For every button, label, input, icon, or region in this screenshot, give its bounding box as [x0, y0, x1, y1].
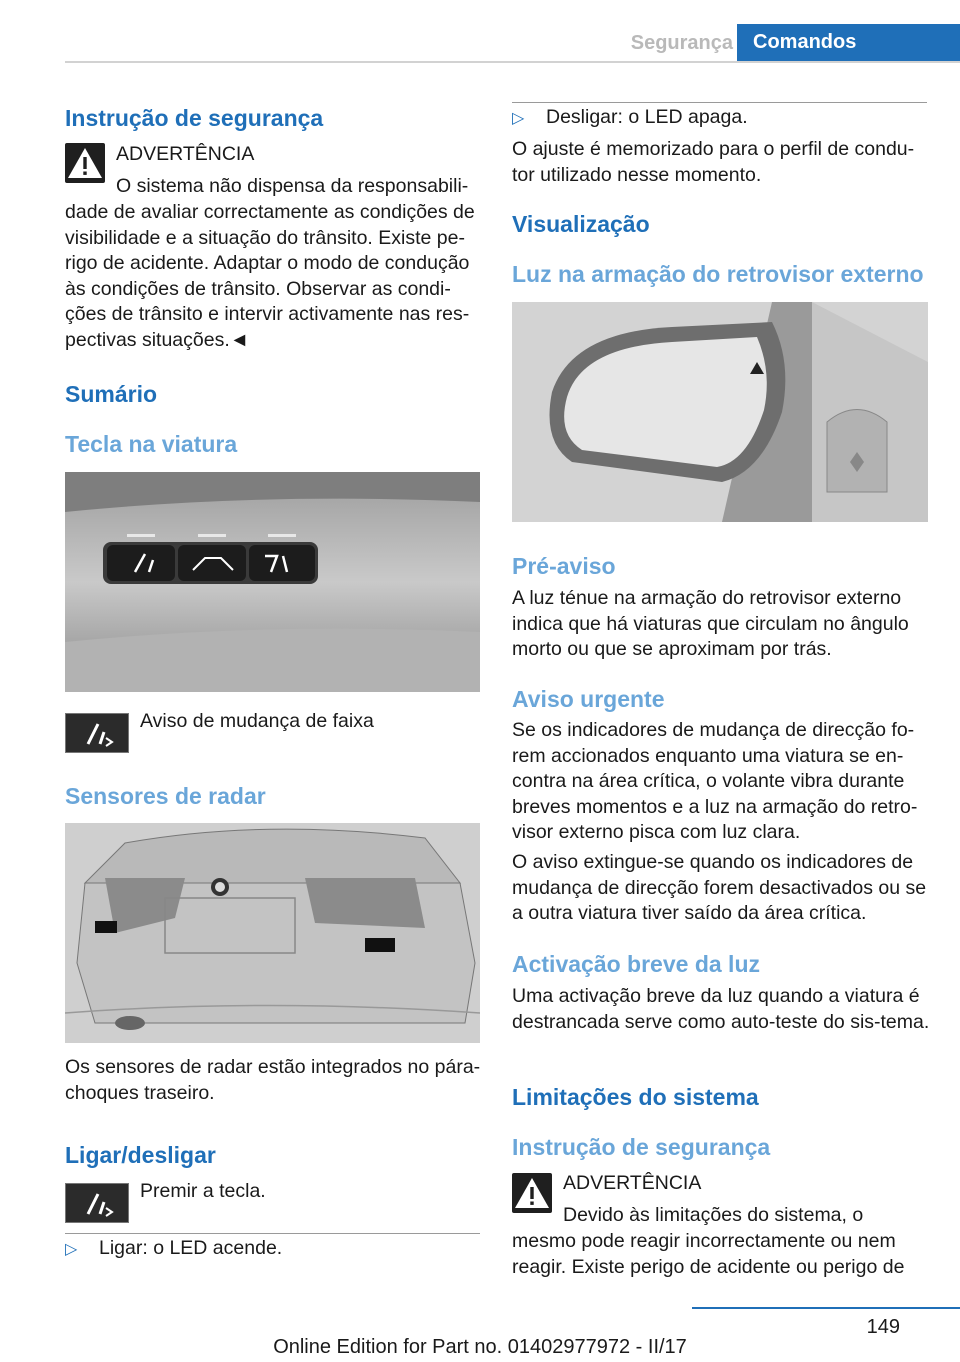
bullet-on-text: Ligar: o LED acende.: [99, 1237, 283, 1259]
bullet-separator: [65, 1233, 480, 1234]
bullet-separator-right: [512, 102, 927, 103]
urgent-text-2: O aviso extingue-se quando os indicadores de mudança de direcção forem desactivados ou se a outra viatura tiver saído da área crítica.: [512, 851, 927, 925]
onoff-heading: Ligar/desligar: [65, 1142, 216, 1168]
limits-heading: Limitações do sistema: [512, 1084, 759, 1110]
display-heading: Visualização: [512, 211, 650, 237]
prewarn-heading: Pré-aviso: [512, 553, 616, 579]
page-number: 149: [866, 1316, 900, 1338]
warning2-text-first: Devido às limitações do sistema, o: [563, 1204, 864, 1226]
bullet-triangle-icon: ▷: [512, 110, 525, 127]
bullet-off: [512, 105, 932, 131]
radar-text: Os sensores de radar estão integrados no pára-choques traseiro.: [65, 1056, 481, 1104]
radar-heading: Sensores de radar: [65, 783, 266, 809]
bullet-off-text: Desligar: o LED apaga.: [546, 106, 748, 128]
warning-label: ADVERTÊNCIA: [116, 143, 255, 165]
lane-change-caption: Aviso de mudança de faixa: [140, 710, 374, 732]
brief-heading: Activação breve da luz: [512, 951, 760, 977]
urgent-heading: Aviso urgente: [512, 686, 665, 712]
summary-heading: Sumário: [65, 381, 158, 407]
safety2-heading: Instrução de segurança: [512, 1134, 771, 1160]
lane-change-button-icon: [65, 1183, 129, 1223]
safety-heading: Instrução de segurança: [65, 105, 324, 131]
warning-text-first: O sistema não dispensa da responsabili-: [116, 175, 469, 197]
lane-change-warning-icon: [65, 713, 129, 753]
edition-footer: Online Edition for Part no. 01402977972 - II/17: [273, 1336, 687, 1358]
mirror-light-image: [512, 302, 928, 522]
urgent-text-1: Se os indicadores de mudança de direcção fo-rem accionados enquanto uma viatura se en-contra na área crítica, o volante vibra durante breves momentos e a luz na armação do retro-visor externo pisca com luz clara.: [512, 719, 918, 844]
vehicle-buttons-image: [65, 472, 480, 692]
press-key-text: Premir a tecla.: [140, 1180, 266, 1202]
prewarn-text: A luz ténue na armação do retrovisor externo indica que há viaturas que circulam no ângulo morto ou que se aproximam por trás.: [512, 587, 909, 661]
mirror-heading: Luz na armação do retrovisor externo: [512, 261, 924, 287]
warning-triangle-icon-2: [512, 1173, 552, 1213]
header-chapter-tab: Comandos: [737, 24, 960, 62]
bullet-on: [65, 1236, 485, 1262]
warning-label-2: ADVERTÊNCIA: [563, 1172, 702, 1194]
bullet-triangle-icon: ▷: [65, 1241, 78, 1258]
header-rule: [65, 61, 960, 63]
footer-rule: [692, 1307, 960, 1309]
warning-text: dade de avaliar correctamente as condições de visibilidade e a situação do trânsito. Existe pe-rigo de acidente. Adaptar o modo de condução às condições de trânsito. Observar as condi-ções de trânsito e intervir activamente nas res-pectivas situações.◄: [65, 201, 475, 351]
memorized-text: O ajuste é memorizado para o perfil de condu-tor utilizado nesse momento.: [512, 138, 915, 186]
header-section-tab: Segurança: [630, 32, 733, 54]
warning2-text: mesmo pode reagir incorrectamente ou nem reagir. Existe perigo de acidente ou perigo de: [512, 1230, 905, 1278]
car-rear-radar-image: [65, 823, 480, 1043]
brief-text: Uma activação breve da luz quando a viatura é destrancada serve como auto-teste do sis-tema.: [512, 985, 930, 1033]
button-heading: Tecla na viatura: [65, 431, 238, 457]
warning-triangle-icon: [65, 143, 105, 183]
